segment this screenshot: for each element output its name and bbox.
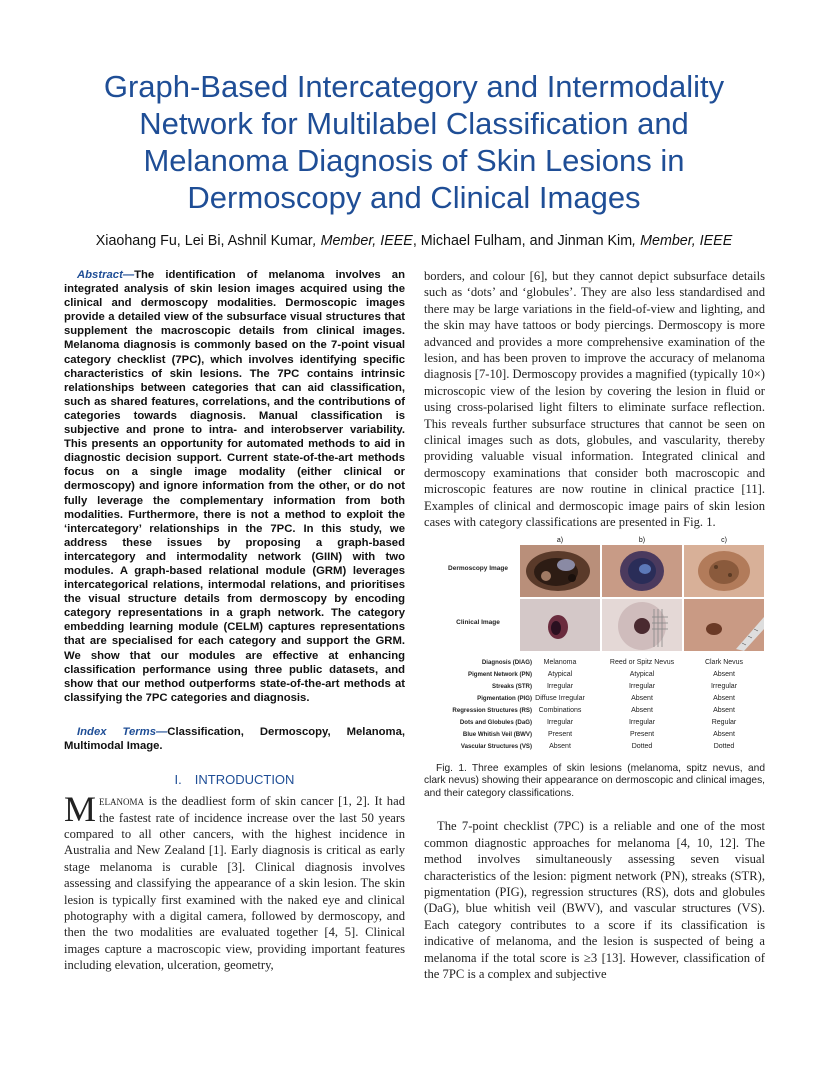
table-cell: Combinations: [538, 706, 582, 714]
intro-text: is the deadliest form of skin cancer [1, 2]. It had the fastest rate of incidence increase over the last 50 years compared to all other cancers, with the highest incidence in Australia and New Zealand [1]. Early diagnosis is critical as early stage melanoma is curable [3]. Clinical diagnosis involves assessing and classifying the appearance of a skin lesion. The skin lesion is typically first examined with the naked eye and clinical photography with a digital camera, followed by dermoscopy, and then the two modalities are evaluated together [4, 5]. Clinical images capture a macroscopic view, providing important features including elevation, ulceration, geometry,: [64, 794, 405, 973]
clinical-image-spitz-nevus: [602, 599, 682, 651]
paper-title: [40, 68, 788, 216]
table-cell: Dotted: [631, 742, 653, 750]
left-column: [64, 268, 405, 974]
figure-caption: Fig. 1. Three examples of skin lesions (melanoma, spitz nevus, and clark nevus) showing their appearance on dermoscopic and clinical images, and their category classifications.: [424, 762, 765, 799]
table-row-label: Vascular Structures (VS): [460, 742, 532, 750]
table-row-label: Pigmentation (PIG): [477, 694, 532, 702]
member-ieee-2: , Member, IEEE: [632, 233, 733, 249]
table-cell: Atypical: [629, 670, 655, 678]
table-row-label: Blue Whitish Veil (BWV): [462, 730, 532, 738]
title-line: Melanoma Diagnosis of Skin Lesions in: [143, 143, 685, 178]
table-cell: Absent: [713, 730, 735, 738]
title-line: Graph-Based Intercategory and Intermodality: [103, 69, 725, 104]
dermoscopy-image-melanoma: [520, 545, 600, 597]
intro-paragraph: [64, 789, 405, 973]
7pc-paragraph: The 7-point checklist (7PC) is a reliable and one of the most common diagnostic approaches for melanoma [4, 10, 12]. The method involves simultaneously assessing seven visual characteristics of the lesion: pigment network (PN), streaks (STR), pigmentation (PIG), regression structures (RS), dots and globules (DaG), blue whitish veil (BWV), and vascular structures (VS). Each category contributes to a score if its classification is indicative of melanoma, and the lesion is suspected of being a melanoma if the total score is ≥3 [13]. However, classification of the 7PC is a complex and subjective: [424, 819, 765, 981]
column-header-a: a): [556, 536, 564, 544]
continued-paragraph: borders, and colour [6], but they cannot depict subsurface details such as ‘dots’ and ‘globules’. They are also less standardised and there may be large variations in the field-of-view and lighting, and the skin may have tattoos or body piercings. Dermoscopy is more advanced and provides a more comprehensive examination of the lesion, and has been proven to improve the accuracy of melanoma diagnosis [7-10]. Dermoscopy provides a magnified (typically 10×) microscopic view of the lesion by covering the lesion in fluid or using cross-polarised light filters to eliminate surface reflection. This reveals further subsurface structures that cannot be seen on clinical images such as dots, globules, and vascularity, thereby providing valuable visual information. Integrated clinical and dermoscopy examinations that consider both macroscopic and microscopic features are now routine in clinical practice [11]. Examples of clinical and dermoscopic image pairs of skin lesion cases with category classifications are presented in Fig. 1.: [424, 269, 765, 530]
clinical-image-clark-nevus: [684, 599, 764, 651]
table-cell: Absent: [713, 694, 735, 702]
table-row-label: Diagnosis (DIAG): [481, 658, 532, 666]
table-row-label: Pigment Network (PN): [468, 670, 532, 678]
table-cell: Absent: [713, 706, 735, 714]
table-row-label: Dots and Globules (DaG): [459, 718, 532, 726]
authors-part-2: , Michael Fulham, and Jinman Kim: [412, 233, 633, 249]
author-list: [40, 233, 788, 249]
right-column: [424, 268, 765, 982]
row-header-dermoscopy: Dermoscopy Image: [448, 564, 508, 572]
table-cell: Atypical: [547, 670, 573, 678]
table-cell: Absent: [549, 742, 571, 750]
abstract-label: Abstract—: [77, 269, 135, 281]
dermoscopy-image-spitz-nevus: [602, 545, 682, 597]
table-row-label: Streaks (STR): [492, 682, 532, 690]
figure-1: [424, 537, 765, 757]
table-cell: Present: [629, 730, 655, 738]
column-header-b: b): [638, 536, 646, 544]
table-cell: Irregular: [628, 682, 656, 690]
table-cell: Clark Nevus: [704, 658, 744, 666]
index-terms-label: Index Terms—: [77, 725, 168, 738]
member-ieee-1: , Member, IEEE: [312, 233, 413, 249]
table-cell: Regular: [711, 718, 737, 726]
clinical-image-melanoma: [520, 599, 600, 651]
index-terms: [64, 725, 405, 753]
table-cell: Present: [547, 730, 573, 738]
table-cell: Diffuse Irregular: [535, 694, 585, 702]
column-header-c: c): [721, 536, 727, 544]
table-row-label: Regression Structures (RS): [452, 706, 532, 714]
authors-part-1: Xiaohang Fu, Lei Bi, Ashnil Kumar: [95, 233, 313, 249]
table-cell: Absent: [713, 670, 735, 678]
table-cell: Dotted: [713, 742, 735, 750]
row-header-clinical: Clinical Image: [456, 618, 500, 626]
abstract: [64, 268, 405, 705]
table-cell: Irregular: [628, 718, 656, 726]
dermoscopy-image-clark-nevus: [684, 545, 764, 597]
abstract-text: The identification of melanoma involves an integrated analysis of skin lesion images acquired using the clinical and dermoscopy modalities. Dermoscopic images provide a detailed view of the subsurface visual structures that supplement the macroscopic details from clinical images. Melanoma diagnosis is commonly based on the 7-point visual category checklist (7PC), which involves identifying specific characteristics of skin lesions. The 7PC contains intrinsic relationships between categories that can aid classification, such as shared features, correlations, and the contributions of categories towards diagnosis. Manual classification is subjective and prone to intra- and interobserver variability. This presents an opportunity for automated methods to aid in diagnostic decision support. Current state-of-the-art methods focus on a single image modality (either clinical or dermoscopy) and ignore information from the other, or do not fully leverage the complementary information from both modalities. Furthermore, there is not a method to exploit the ‘intercategory’ relationships in the 7PC. In this study, we address these issues by proposing a graph-based intercategory and intermodality network (GIIN) with two modules. A graph-based relational module (GRM) leverages intercategorical relations, intermodal relations, and prioritises the visual structure details from dermoscopy by encoding category representations in a graph network. The category embedding learning module (CELM) captures representations that are specialised for each category and support the GRM. We show that our modules are effective at enhancing classification performance using three public datasets, and show that our method outperforms state-of-the-art methods at classifying the 7PC categories and diagnosis.: [64, 269, 405, 704]
intro-smallcaps: elanoma: [99, 794, 145, 809]
drop-cap: M: [64, 789, 97, 830]
table-cell: Absent: [631, 694, 653, 702]
table-cell: Melanoma: [543, 658, 577, 666]
title-line: Dermoscopy and Clinical Images: [187, 180, 641, 215]
section-heading-introduction: I. INTRODUCTION: [174, 772, 295, 788]
table-cell: Irregular: [546, 718, 574, 726]
index-terms-text: Classification, Dermoscopy, Melanoma, Multimodal Image.: [64, 725, 405, 752]
table-cell: Irregular: [546, 682, 574, 690]
table-cell: Absent: [631, 706, 653, 714]
title-line: Network for Multilabel Classification and: [139, 106, 689, 141]
table-cell: Irregular: [710, 682, 738, 690]
table-cell: Reed or Spitz Nevus: [609, 658, 675, 666]
